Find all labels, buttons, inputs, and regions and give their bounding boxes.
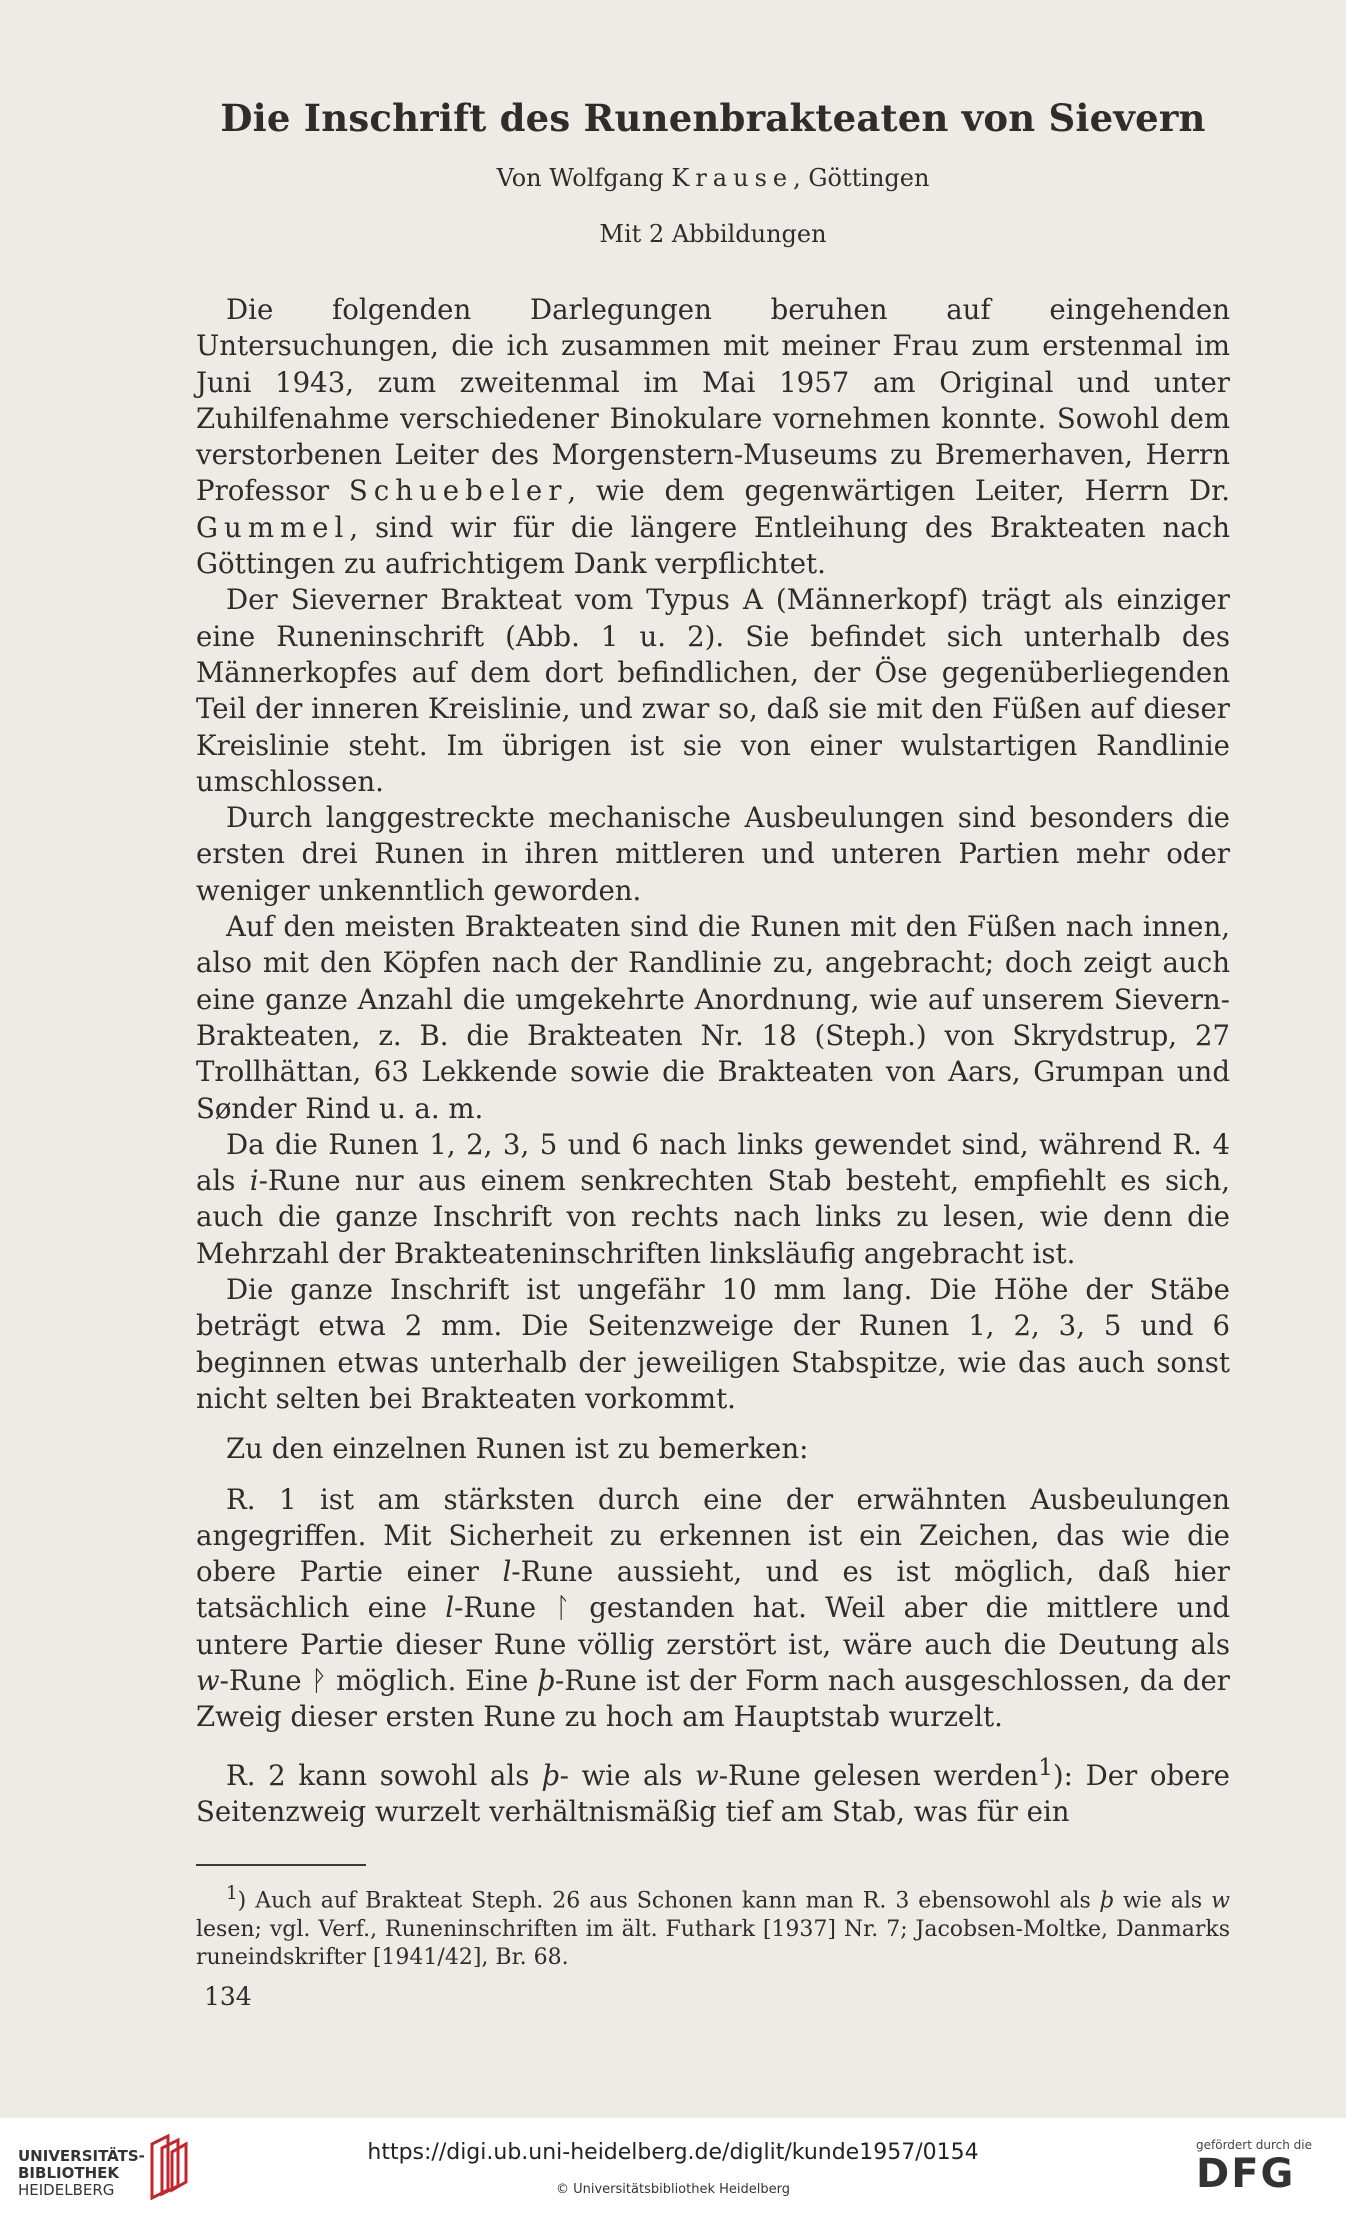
- footnote-ref: 1: [1038, 1754, 1053, 1781]
- byline-prefix: Von Wolfgang: [496, 164, 672, 192]
- paragraph-3: Durch langgestreckte mechanische Ausbeulungen sind besonders die ersten drei Runen in ihren mittleren und unteren Partien mehr oder weniger unkenntlich geworden.: [196, 801, 1230, 907]
- article-title: Die Inschrift des Runenbrakteaten von Sievern: [220, 96, 1206, 140]
- permalink-url[interactable]: https://digi.ub.uni-heidelberg.de/diglit/kunde1957/0154: [367, 2140, 979, 2165]
- paragraph-4: Auf den meisten Brakteaten sind die Runen mit den Füßen nach innen, also mit den Köpfen nach der Randlinie zu, angebracht; doch zeigt auch eine ganze Anzahl die umgekehrte Anordnung, wie auf unserem Sievern-Brakteaten, z. B. die Brakteaten Nr. 18 (Steph.) von Skrydstrup, 27 Trollhättan, 63 Lekkende sowie die Brakteaten von Aars, Grumpan und Sønder Rind u. a. m.: [196, 910, 1230, 1125]
- library-name-line-2: BIBLIOTHEK: [18, 2164, 119, 2182]
- paragraph-9: R. 2 kann sowohl als þ- wie als w-Rune gelesen werden$^1$): Der obere Seitenzweig wurzelt verhältnismäßig tief am Stab, was für ein: [196, 1754, 1230, 1829]
- article-body: [196, 292, 1230, 1830]
- figures-note: Mit 2 Abbildungen: [599, 220, 827, 248]
- author-byline: [196, 164, 1230, 192]
- paragraph-8: R. 1 ist am stärksten durch eine der erwähnten Ausbeulungen angegriffen. Mit Sicherheit zu erkennen ist ein Zeichen, das wie die obere Partie einer l-Rune aussieht, und es ist möglich, daß hier tatsächlich eine l-Rune ᛚ gestanden hat. Weil aber die mittlere und untere Partie dieser Rune völlig zerstört ist, wäre auch die Deutung als w-Rune ᚹ möglich. Eine þ-Rune ist der Form nach ausgeschlossen, da der Zweig dieser ersten Rune zu hoch am Hauptstab wurzelt.: [196, 1482, 1231, 1734]
- author-name: Krause: [671, 164, 794, 192]
- funded-by-label: gefördert durch die: [1196, 2138, 1312, 2152]
- rune-l-glyph: ᛚ: [554, 1591, 571, 1625]
- dfg-wordmark: DFG: [1196, 2151, 1296, 2197]
- paragraph-7: Zu den einzelnen Runen ist zu bemerken:: [226, 1432, 809, 1466]
- paragraph-5: Da die Runen 1, 2, 3, 5 und 6 nach links gewendet sind, während R. 4 als i-Rune nur aus einem senkrechten Stab besteht, empfiehlt es sich, auch die ganze Inschrift von rechts nach links zu lesen, wie denn die Mehrzahl der Brakteateninschriften linksläufig angebracht ist.: [196, 1127, 1230, 1270]
- rune-w-glyph: ᚹ: [310, 1663, 328, 1697]
- paragraph-1: Die folgenden Darlegungen beruhen auf eingehenden Untersuchungen, die ich zusammen mit meiner Frau zum erstenmal im Juni 1943, zum zweitenmal im Mai 1957 am Original und unter Zuhilfenahme verschiedener Binokulare vornehmen konnte. Sowohl dem verstorbenen Leiter des Morgenstern-Museums zu Bremerhaven, Herrn Professor Schuebeler, wie dem gegenwärtigen Leiter, Herrn Dr. Gummel, sind wir für die längere Entleihung des Brakteaten nach Göttingen zu aufrichtigem Dank verpflichtet.: [196, 293, 1230, 581]
- footnote-1: $^1$) Auch auf Brakteat Steph. 26 aus Schonen kann man R. 3 ebensowohl als þ wie als w lesen; vgl. Verf., Runeninschriften im ält. Futhark [1937] Nr. 7; Jacobsen-Moltke, Danmarks runeindskrifter [1941/42], Br. 68.: [196, 1883, 1230, 1970]
- copyright-notice: © Universitätsbibliothek Heidelberg: [555, 2182, 790, 2197]
- byline-place: , Göttingen: [793, 164, 930, 192]
- name-schuebeler: Schuebeler: [348, 474, 568, 508]
- page-content: [196, 96, 1230, 1972]
- dfg-logo[interactable]: [1196, 2138, 1312, 2196]
- library-name-line-3: HEIDELBERG: [18, 2181, 115, 2199]
- viewer-footer: [0, 2118, 1346, 2218]
- page-number: 134: [204, 1982, 252, 2011]
- paragraph-2: Der Sieverner Brakteat vom Typus A (Männerkopf) trägt als einziger eine Runeninschrift (Abb. 1 u. 2). Sie befindet sich unterhalb des Männerkopfes auf dem dort befindlichen, der Öse gegenüberliegenden Teil der inneren Kreislinie, und zwar so, daß sie mit den Füßen auf dieser Kreislinie steht. Im übrigen ist sie von einer wulstartigen Randlinie umschlossen.: [196, 583, 1230, 798]
- name-gummel: Gummel: [196, 510, 350, 544]
- library-name-line-1: UNIVERSITÄTS-: [18, 2147, 145, 2165]
- paragraph-6: Die ganze Inschrift ist ungefähr 10 mm lang. Die Höhe der Stäbe beträgt etwa 2 mm. Die Seitenzweige der Runen 1, 2, 3, 5 und 6 beginnen etwas unterhalb der jeweiligen Stabspitze, wie das auch sonst nicht selten bei Brakteaten vorkommt.: [196, 1273, 1230, 1415]
- footnote-rule: [196, 1864, 366, 1866]
